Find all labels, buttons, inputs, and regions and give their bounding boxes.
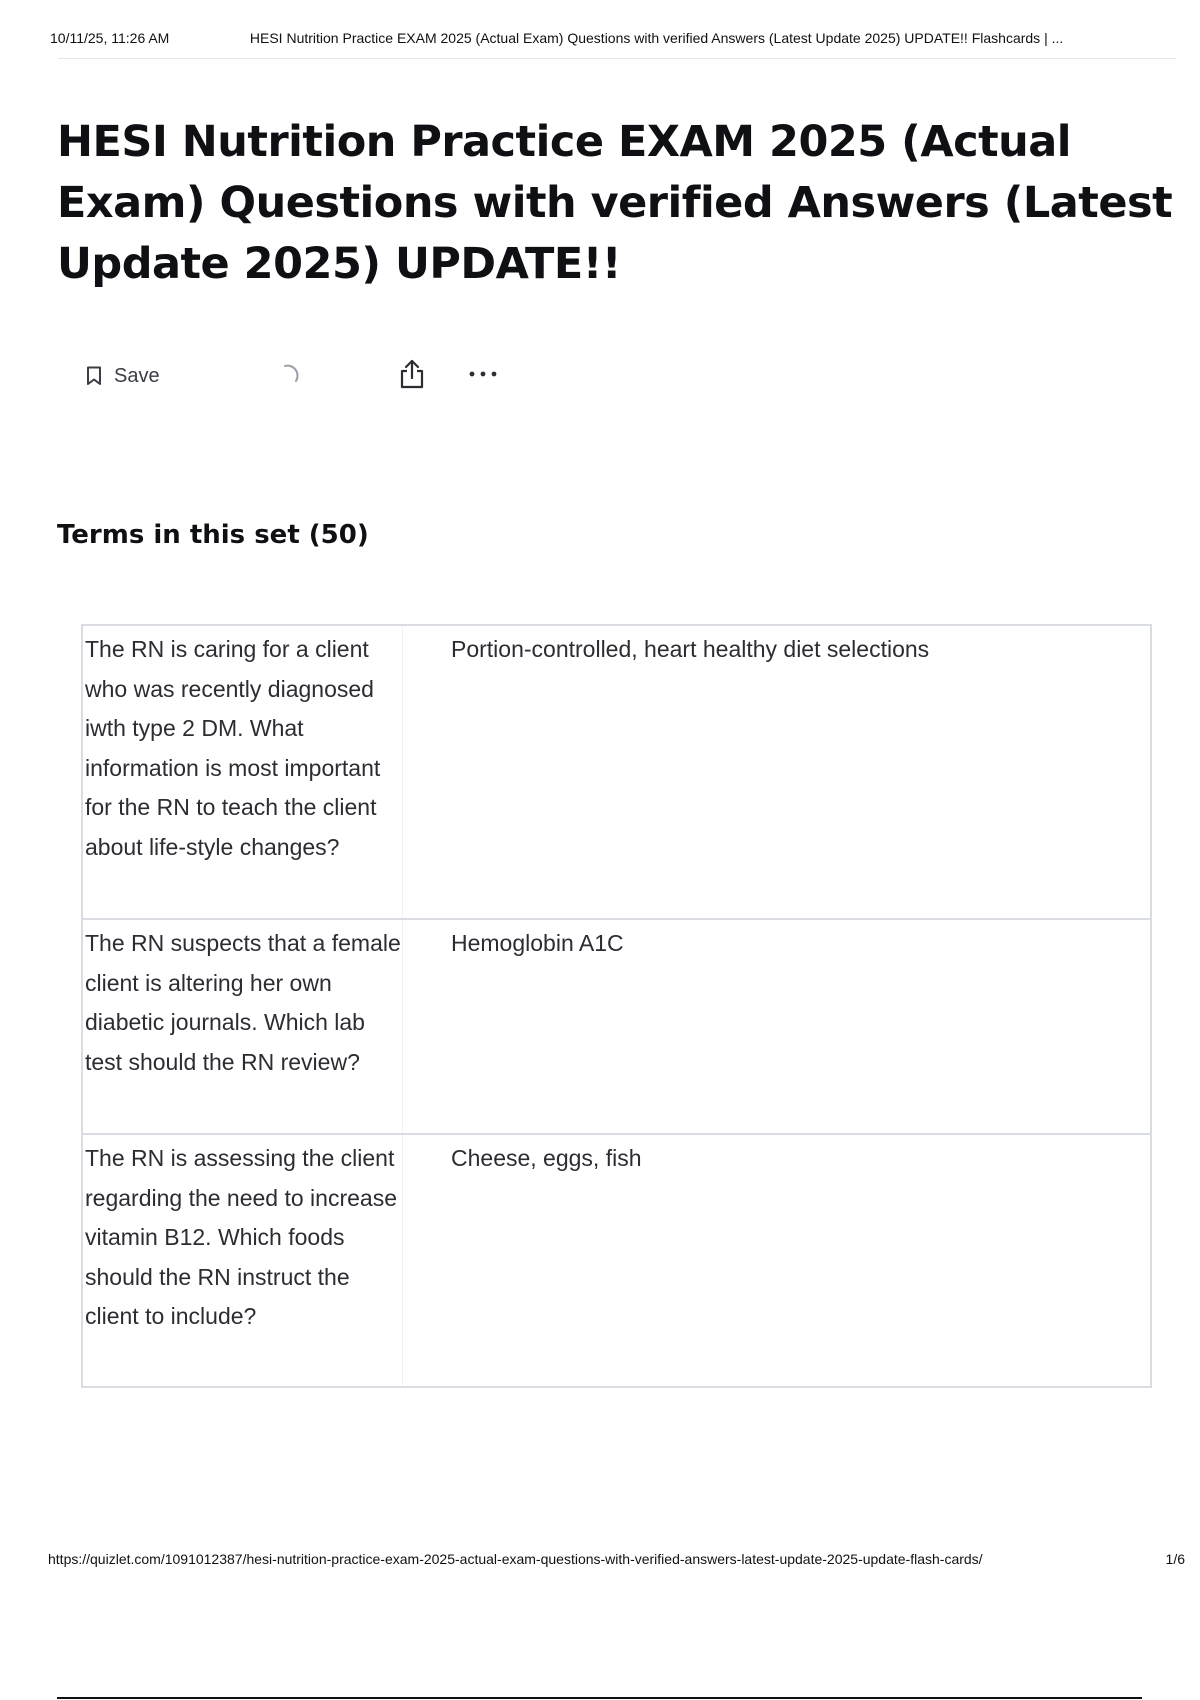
terms-table <box>81 624 1152 1388</box>
print-document-title: HESI Nutrition Practice EXAM 2025 (Actual Exam) Questions with verified Answers (Latest Update 2025) UPDATE!! Flashcards | ... <box>249 30 1064 46</box>
more-options-button[interactable] <box>468 358 498 393</box>
print-date: 10/11/25, 11:26 AM <box>50 30 170 46</box>
definition-text: Cheese, eggs, fish <box>451 1145 642 1171</box>
term-row <box>83 626 1150 918</box>
more-options-icon <box>468 358 498 388</box>
print-footer <box>48 1551 1188 1567</box>
toolbar <box>86 358 160 394</box>
term-row <box>83 918 1150 1133</box>
definition-text: Portion-controlled, heart healthy diet selections <box>451 636 930 662</box>
share-icon <box>398 358 426 390</box>
bookmark-icon <box>86 366 102 386</box>
definition-text: Hemoglobin A1C <box>451 930 624 956</box>
term-text: The RN is caring for a client who was recently diagnosed iwth type 2 DM. What information is most important for the RN to teach the client about life-style changes? <box>83 626 403 918</box>
save-button[interactable] <box>86 365 160 388</box>
term-row <box>83 1133 1150 1386</box>
term-text: The RN suspects that a female client is altering her own diabetic journals. Which lab test should the RN review? <box>83 920 403 1133</box>
page-url: https://quizlet.com/1091012387/hesi-nutrition-practice-exam-2025-actual-exam-questions-with-verified-answers-latest-update-2025-update-flash-cards/ <box>48 1551 983 1567</box>
bottom-divider <box>57 1697 1142 1699</box>
save-button-label: Save <box>114 364 160 387</box>
page-number: 1/6 <box>1165 1551 1185 1567</box>
share-button[interactable] <box>398 358 426 395</box>
term-text: The RN is assessing the client regarding the need to increase vitamin B12. Which foods should the RN instruct the client to include? <box>83 1135 403 1386</box>
terms-heading: Terms in this set (50) <box>57 520 369 550</box>
loading-spinner-icon <box>276 362 302 388</box>
print-header <box>50 30 1178 46</box>
header-divider <box>58 58 1176 59</box>
page-title: HESI Nutrition Practice EXAM 2025 (Actual Exam) Questions with verified Answers (Latest Update 2025) UPDATE!! <box>57 117 1173 289</box>
